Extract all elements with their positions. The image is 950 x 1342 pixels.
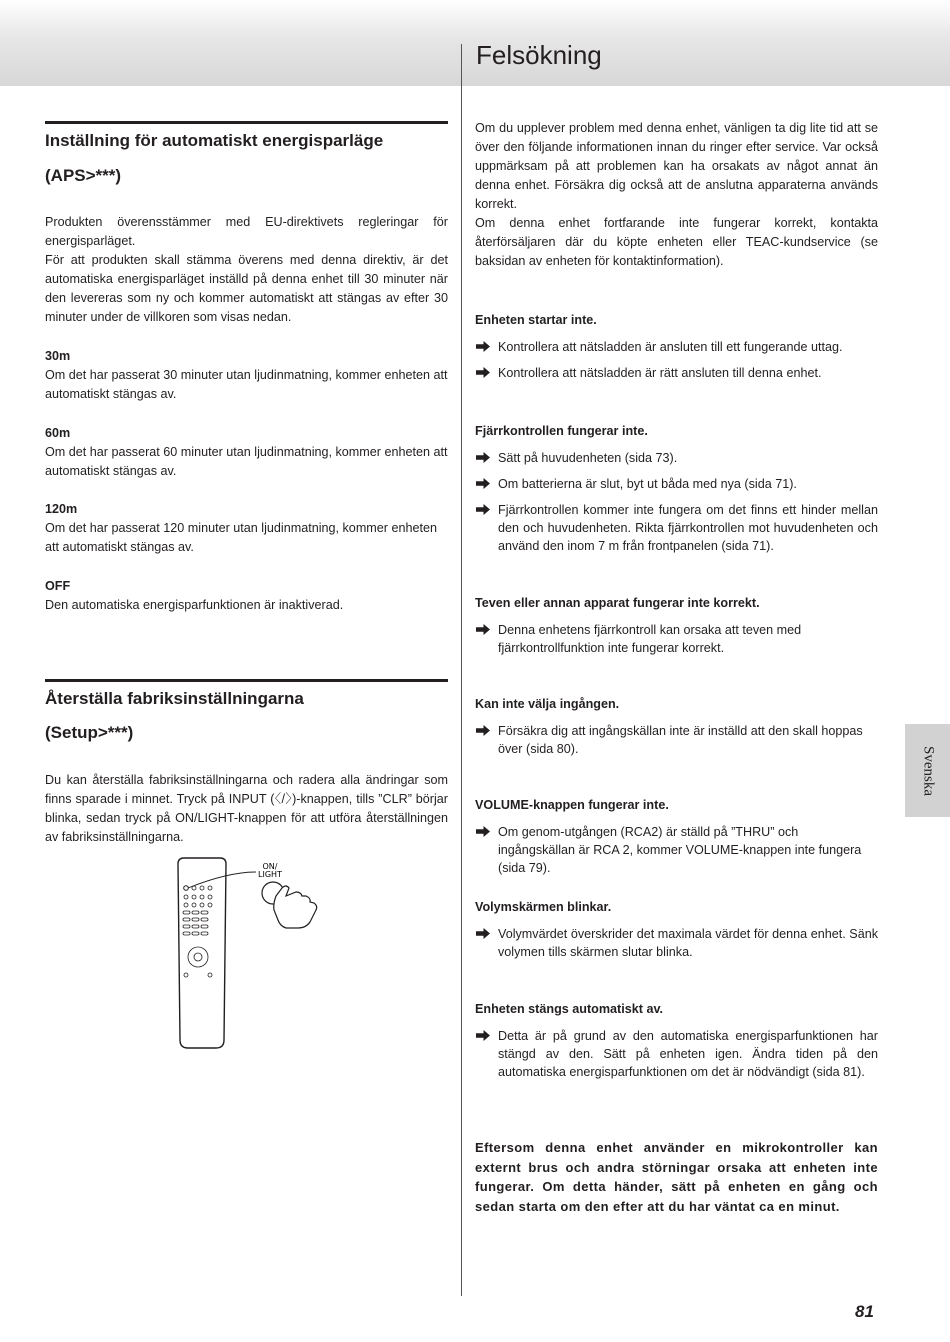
reset-section-title: Återställa fabriksinställningarna (45, 689, 304, 708)
solution-text: Fjärrkontrollen kommer inte fungera om det finns ett hinder mellan den och huvudenheten. Rikta fjärrkontrollen mot huvudenheten och använd den inom 7 m från frontpanelen (sida 71). (498, 503, 878, 553)
column-divider (461, 44, 462, 1296)
problem-block (475, 594, 878, 657)
on-light-label-1: ON/ (262, 862, 278, 871)
option-description: Den automatiska energisparfunktionen är inaktiverad. (45, 598, 344, 612)
on-light-label-2: LIGHT (258, 870, 282, 879)
problem-title: Fjärrkontrollen fungerar inte. (475, 424, 648, 438)
reset-body: Du kan återställa fabriksinställningarna och radera alla ändringar som finns sparade i minnet. Tryck på INPUT (〈/〉)-knappen, tills ”CLR” börjar blinka, sedan tryck på ON/LIGHT-knappen för att utföra återställningen av fabriksinställningarna. (45, 773, 448, 844)
header-band (0, 0, 950, 86)
aps-option-120m (45, 500, 448, 557)
page-number: 81 (855, 1302, 874, 1321)
aps-option-off (45, 577, 448, 615)
aps-intro-paragraph-1: Produkten överensstämmer med EU-direktivets regleringar för energisparläget. (45, 215, 448, 248)
problem-block (475, 311, 878, 382)
problem-block (475, 796, 878, 877)
intro-paragraph-1: Om du upplever problem med denna enhet, vänligen ta dig lite tid att se över den följande informationen innan du ringer efter service. Var också uppmärksam på att problemen kan ha orsakats av något annat än denna enhet. Försäkra dig också att de anslutna apparaterna används korrekt. (475, 121, 878, 211)
page-title: Felsökning (476, 40, 602, 70)
problem-title: VOLUME-knappen fungerar inte. (475, 798, 669, 812)
solution-item (475, 449, 878, 467)
option-label: 60m (45, 426, 71, 440)
solution-item (475, 621, 878, 657)
problem-block (475, 1000, 878, 1081)
solution-text: Denna enhetens fjärrkontroll kan orsaka att teven med fjärrkontrollfunktion inte fungerar korrekt. (498, 623, 802, 655)
arrow-right-icon (475, 366, 491, 379)
language-tab-label: Svenska (920, 745, 936, 796)
reset-section-subtitle: (Setup>***) (45, 723, 134, 742)
section-rule (45, 121, 448, 124)
solution-item (475, 925, 878, 961)
option-description: Om det har passerat 120 minuter utan ljudinmatning, kommer enheten att automatiskt stängas av. (45, 521, 438, 554)
arrow-right-icon (475, 340, 491, 353)
aps-intro (45, 213, 448, 327)
section-rule (45, 679, 448, 682)
solution-item (475, 501, 878, 555)
troubleshoot-intro (475, 119, 878, 271)
solution-item (475, 364, 878, 382)
arrow-right-icon (475, 724, 491, 737)
microcontroller-note: Eftersom denna enhet använder en mikrokontroller kan externt brus och andra störningar orsaka att enheten inte fungerar. Om detta händer, sätt på enheten en gång och sedan starta om den efter att du har väntat ca en minut. (475, 1140, 878, 1214)
option-description: Om det har passerat 60 minuter utan ljudinmatning, kommer enheten att automatiskt stängas av. (45, 445, 448, 478)
aps-section-subtitle: (APS>***) (45, 166, 122, 185)
option-label: 30m (45, 349, 71, 363)
intro-paragraph-2: Om denna enhet fortfarande inte fungerar korrekt, kontakta återförsäljaren där du köpte enheten eller TEAC-kundservice (se baksidan av enheten för kontaktinformation). (475, 216, 878, 268)
arrow-right-icon (475, 451, 491, 464)
aps-intro-paragraph-2: För att produkten skall stämma överens med denna direktiv, är det automatiska energisparläget inställd på denna enhet till 30 minuter när den levereras som ny och kommer automatiskt att stängas av efter 30 minuter under de villkoren som visas nedan. (45, 253, 448, 324)
problem-title: Volymskärmen blinkar. (475, 900, 612, 914)
solution-item (475, 1027, 878, 1081)
problem-title: Enheten stängs automatiskt av. (475, 1002, 664, 1016)
solution-item (475, 823, 878, 877)
solution-text: Volymvärdet överskrider det maximala värdet för denna enhet. Sänk volymen tills skärmen slutar blinka. (498, 927, 878, 959)
pointing-hand-icon (274, 886, 317, 928)
aps-section (45, 121, 448, 186)
problem-block (475, 898, 878, 961)
arrow-right-icon (475, 927, 491, 940)
solution-text: Försäkra dig att ingångskällan inte är inställd att den skall hoppas över (sida 80). (498, 724, 863, 756)
aps-option-30m (45, 347, 448, 404)
arrow-right-icon (475, 623, 491, 636)
solution-item (475, 722, 878, 758)
problem-title: Enheten startar inte. (475, 313, 597, 327)
aps-section-title: Inställning för automatiskt energisparläge (45, 131, 384, 150)
solution-text: Kontrollera att nätsladden är ansluten till ett fungerande uttag. (498, 340, 843, 354)
problem-title: Teven eller annan apparat fungerar inte korrekt. (475, 596, 760, 610)
problem-block (475, 422, 878, 555)
option-label: 120m (45, 502, 78, 516)
reset-section (45, 679, 448, 743)
remote-control-illustration (170, 830, 330, 1054)
option-description: Om det har passerat 30 minuter utan ljudinmatning, kommer enheten att automatiskt stängas av. (45, 368, 448, 401)
aps-option-60m (45, 424, 448, 481)
solution-text: Detta är på grund av den automatiska energisparfunktionen har stängd av den. Sätt på enheten igen. Ändra tiden på den automatiska energisparfunktionen om det är nödvändigt (sida 81). (498, 1029, 878, 1079)
problem-block (475, 695, 878, 758)
arrow-right-icon (475, 503, 491, 516)
option-label: OFF (45, 579, 71, 593)
solution-text: Om batterierna är slut, byt ut båda med nya (sida 71). (498, 477, 797, 491)
solution-item (475, 475, 878, 493)
language-tab (905, 724, 950, 817)
problem-title: Kan inte välja ingången. (475, 697, 620, 711)
solution-text: Sätt på huvudenheten (sida 73). (498, 451, 678, 465)
arrow-right-icon (475, 477, 491, 490)
solution-text: Kontrollera att nätsladden är rätt ansluten till denna enhet. (498, 366, 822, 380)
arrow-right-icon (475, 825, 491, 838)
arrow-right-icon (475, 1029, 491, 1042)
solution-item (475, 338, 878, 356)
solution-text: Om genom-utgången (RCA2) är ställd på ”THRU” och ingångskällan är RCA 2, kommer VOLUME-knappen inte fungera (sida 79). (498, 825, 862, 875)
